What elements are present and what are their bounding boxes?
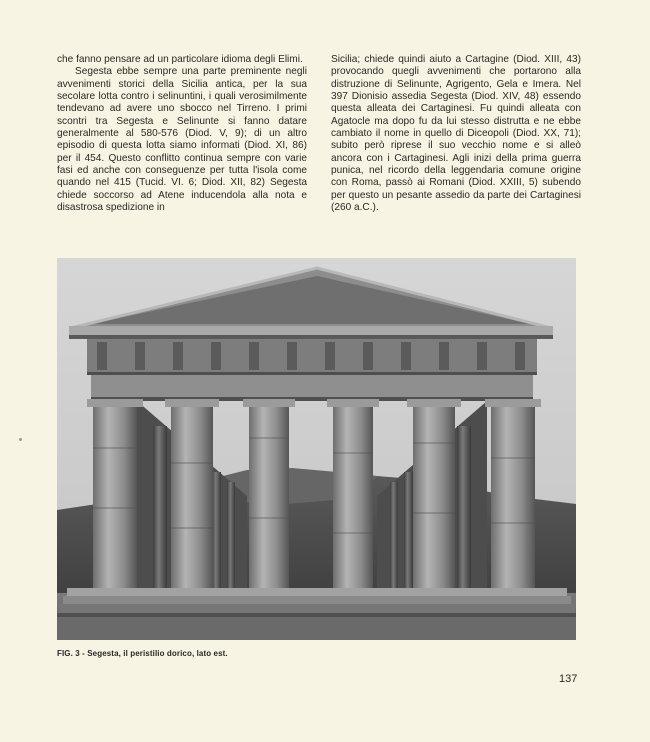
- page-number: 137: [559, 673, 578, 685]
- temple-photograph: [57, 258, 576, 640]
- paragraph: che fanno pensare ad un particolare idioma degli Elimi.: [57, 54, 303, 65]
- print-speck: [19, 438, 22, 441]
- right-text-column: [331, 54, 581, 214]
- paragraph: Sicilia; chiede quindi aiuto a Cartagine (Diod. XIII, 43) provocando quegli avvenimenti che portarono alla distruzione di Selinunte, Agrigento, Gela e Imera. Nel 397 Dionisio assedia Segesta (Diod. XIV, 48) essendo questa alleata dei Cartaginesi. Fu quindi alleata con Agatocle ma dopo fu da lui stesso distrutta e ne ebbe cambiato il nome in quello di Diceopoli (Diod. XX, 71); subito però riprese il suo vecchio nome e si alleò ancora con i Cartaginesi. Agli inizi della prima guerra punica, nel ricordo della leggendaria comune origine con Roma, passò ai Romani (Diod. XXIII, 5) subendo per questo un pesante assedio da parte dei Cartaginesi (260 a.C.).: [331, 54, 581, 214]
- left-text-column: [57, 54, 307, 214]
- paragraph: Segesta ebbe sempre una parte preminente negli avvenimenti storici della Sicilia antica, per la sua secolare lotta contro i selinuntini, i quali verosimilmente tendevano ad avere uno sbocco nel Tirreno. I primi scontri tra Segesta e Selinunte si fanno datare generalmente al 580-576 (Diod. V, 9); di un altro episodio di questa lotta siamo informati (Diod. XI, 86) per il 454. Questo conflitto continua sempre con varie fasi ed anche con conseguenze per tutta l'isola come quando nel 415 (Tucid. VI. 6; Diod. XII, 82) Segesta chiede soccorso ad Atene inducendola alla nota e disastrosa spedizione in: [57, 66, 307, 214]
- figure-caption: FIG. 3 - Segesta, il peristilio dorico, lato est.: [57, 649, 228, 658]
